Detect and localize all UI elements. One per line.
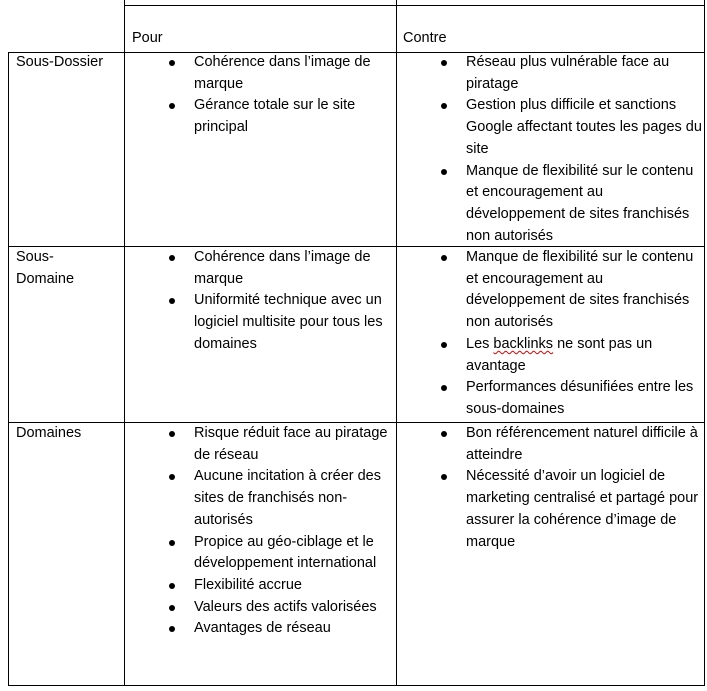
list-item: Valeurs des actifs valorisées — [124, 597, 394, 619]
divider — [8, 52, 9, 686]
pour-list — [124, 247, 394, 356]
list-item: Risque réduit face au piratage de réseau — [124, 423, 394, 466]
contre-list — [396, 423, 702, 553]
divider — [704, 0, 705, 686]
row-label-domaines: Domaines — [16, 425, 82, 441]
list-item: Manque de flexibilité sur le contenu et encouragement au développement de sites franchisés non autorisés — [396, 161, 702, 248]
divider — [8, 685, 705, 686]
pour-list — [124, 423, 394, 640]
header-contre: Contre — [403, 30, 447, 46]
spellcheck-word: backlinks — [493, 335, 554, 352]
list-item: Propice au géo-ciblage et le développement international — [124, 532, 394, 575]
list-item: Uniformité technique avec un logiciel multisite pour tous les domaines — [124, 290, 394, 355]
list-item: Nécessité d’avoir un logiciel de marketing centralisé et partagé pour assurer la cohérence d’image de marque — [396, 466, 702, 553]
list-item: Flexibilité accrue — [124, 575, 394, 597]
list-item: Performances désunifiées entre les sous-domaines — [396, 377, 702, 420]
list-item: Cohérence dans l’image de marque — [124, 247, 394, 290]
list-item: Cohérence dans l’image de marque — [124, 52, 394, 95]
list-item: Gérance totale sur le site principal — [124, 95, 394, 138]
row-label-sous-domaine: Sous-Domaine — [16, 249, 75, 287]
contre-list — [396, 247, 702, 421]
list-item: Les backlinks ne sont pas un avantage — [396, 334, 702, 377]
list-item: Réseau plus vulnérable face au piratage — [396, 52, 702, 95]
pour-list — [124, 52, 394, 139]
divider — [124, 5, 705, 6]
list-item: Manque de flexibilité sur le contenu et encouragement au développement de sites franchisés non autorisés — [396, 247, 702, 334]
list-item: Gestion plus difficile et sanctions Google affectant toutes les pages du site — [396, 95, 702, 160]
header-pour: Pour — [132, 30, 163, 46]
list-item: Aucune incitation à créer des sites de franchisés non-autorisés — [124, 466, 394, 531]
list-item: Avantages de réseau — [124, 618, 394, 640]
list-item: Bon référencement naturel difficile à atteindre — [396, 423, 702, 466]
contre-list — [396, 52, 702, 247]
row-label-sous-dossier: Sous-Dossier — [16, 54, 104, 70]
